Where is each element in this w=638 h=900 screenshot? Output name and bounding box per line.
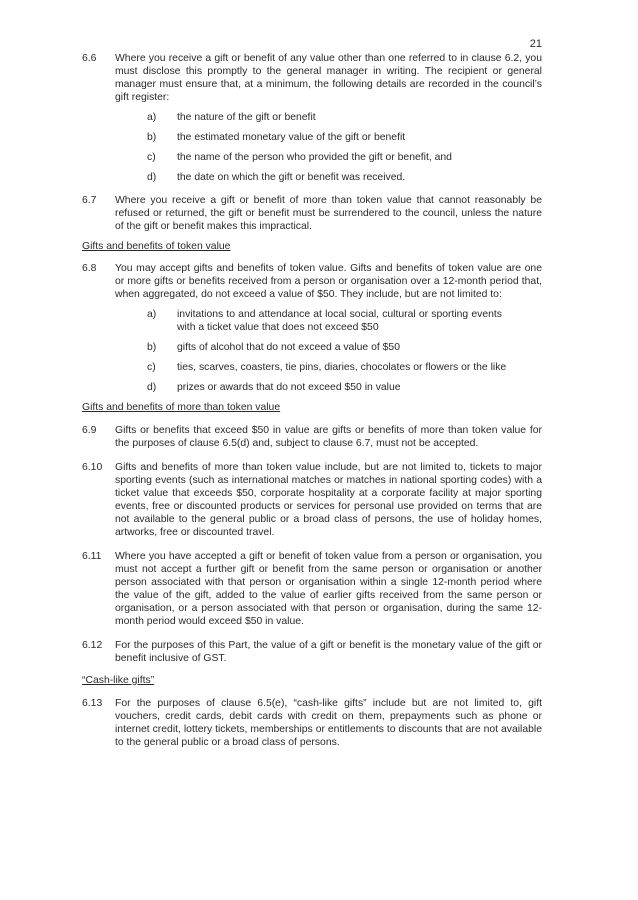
clause-text: Where you receive a gift or benefit of more than token value that cannot reasonably be refused or returned, the gift or benefit must be surrendered to the council, unless the nature of the gift or benefit makes this impractical. [115, 195, 542, 232]
clause-number: 6.6 [82, 53, 97, 64]
clause-6-13 [82, 697, 542, 749]
clause-number: 6.7 [82, 195, 97, 206]
section-heading-token-value: Gifts and benefits of token value [82, 241, 231, 252]
clause-text: Where you receive a gift or benefit of any value other than one referred to in clause 6.2, you must disclose this promptly to the general manager in writing. The recipient or general manager must ensure that, at a minimum, the following details are recorded in the council’s gift register: [115, 53, 542, 103]
list-item: a) the nature of the gift or benefit [147, 112, 316, 123]
clause-number: 6.8 [82, 263, 97, 274]
clause-text: Gifts and benefits of more than token value include, but are not limited to, tickets to major sporting events (such as international matches or matches in national sporting codes) with a ticket value that exceeds $50, corporate hospitality at a corporate facility at major sporting events, free or discounted products or services for personal use provided on terms that are not available to the general public or a broad class of persons, the use of holiday homes, artworks, free or discounted travel. [115, 462, 542, 538]
list-item: a) invitations to and attendance at local social, cultural or sporting events with a ticket value that does not exceed $50 [147, 309, 502, 333]
section-heading-cash-like-gifts: “Cash-like gifts” [82, 675, 155, 686]
list-item: d) the date on which the gift or benefit was received. [147, 172, 406, 183]
clause-text: Gifts or benefits that exceed $50 in value are gifts or benefits of more than token value for the purposes of clause 6.5(d) and, subject to clause 6.7, must not be accepted. [115, 425, 542, 449]
clause-6-6 [82, 52, 542, 184]
clause-6-11 [82, 550, 542, 628]
document-body [82, 52, 542, 749]
clause-6-10 [82, 461, 542, 539]
clause-text: For the purposes of this Part, the value of a gift or benefit is the monetary value of the gift or benefit inclusive of GST. [115, 640, 542, 664]
clause-list [115, 111, 542, 184]
clause-text: You may accept gifts and benefits of token value. Gifts and benefits of token value are one or more gifts or benefits received from a person or organisation over a 12-month period that, when aggregated, do not exceed a value of $50. They include, but are not limited to: [115, 263, 542, 300]
list-item: b) gifts of alcohol that do not exceed a value of $50 [147, 342, 400, 353]
clause-list [115, 308, 542, 394]
list-item: d) prizes or awards that do not exceed $50 in value [147, 382, 401, 393]
clause-number: 6.11 [82, 551, 102, 562]
clause-6-12 [82, 639, 542, 665]
clause-text: For the purposes of clause 6.5(e), “cash-like gifts” include but are not limited to, gift vouchers, credit cards, debit cards with credit on them, prepayments such as phone or internet credit, lottery tickets, memberships or entitlements to discounts that are not available to the general public or a broad class of persons. [115, 698, 542, 748]
clause-number: 6.10 [82, 462, 103, 473]
clause-number: 6.13 [82, 698, 103, 709]
clause-text: Where you have accepted a gift or benefit of token value from a person or organisation, you must not accept a further gift or benefit from the same person or organisation or another person associated with that person or organisation within a single 12-month period where the value of the gift, added to the value of earlier gifts received from the same person or organisation, or a person associated with that person or organisation, during the same 12-month period would exceed $50 in value. [115, 551, 542, 627]
page-number: 21 [529, 38, 542, 50]
list-item: c) ties, scarves, coasters, tie pins, diaries, chocolates or flowers or the like [147, 362, 507, 373]
clause-6-9 [82, 424, 542, 450]
section-heading-more-than-token-value: Gifts and benefits of more than token value [82, 402, 281, 413]
clause-6-7 [82, 194, 542, 233]
clause-number: 6.12 [82, 640, 103, 651]
clause-6-8 [82, 262, 542, 394]
clause-number: 6.9 [82, 425, 97, 436]
list-item: b) the estimated monetary value of the gift or benefit [147, 132, 406, 143]
list-item: c) the name of the person who provided the gift or benefit, and [147, 152, 452, 163]
